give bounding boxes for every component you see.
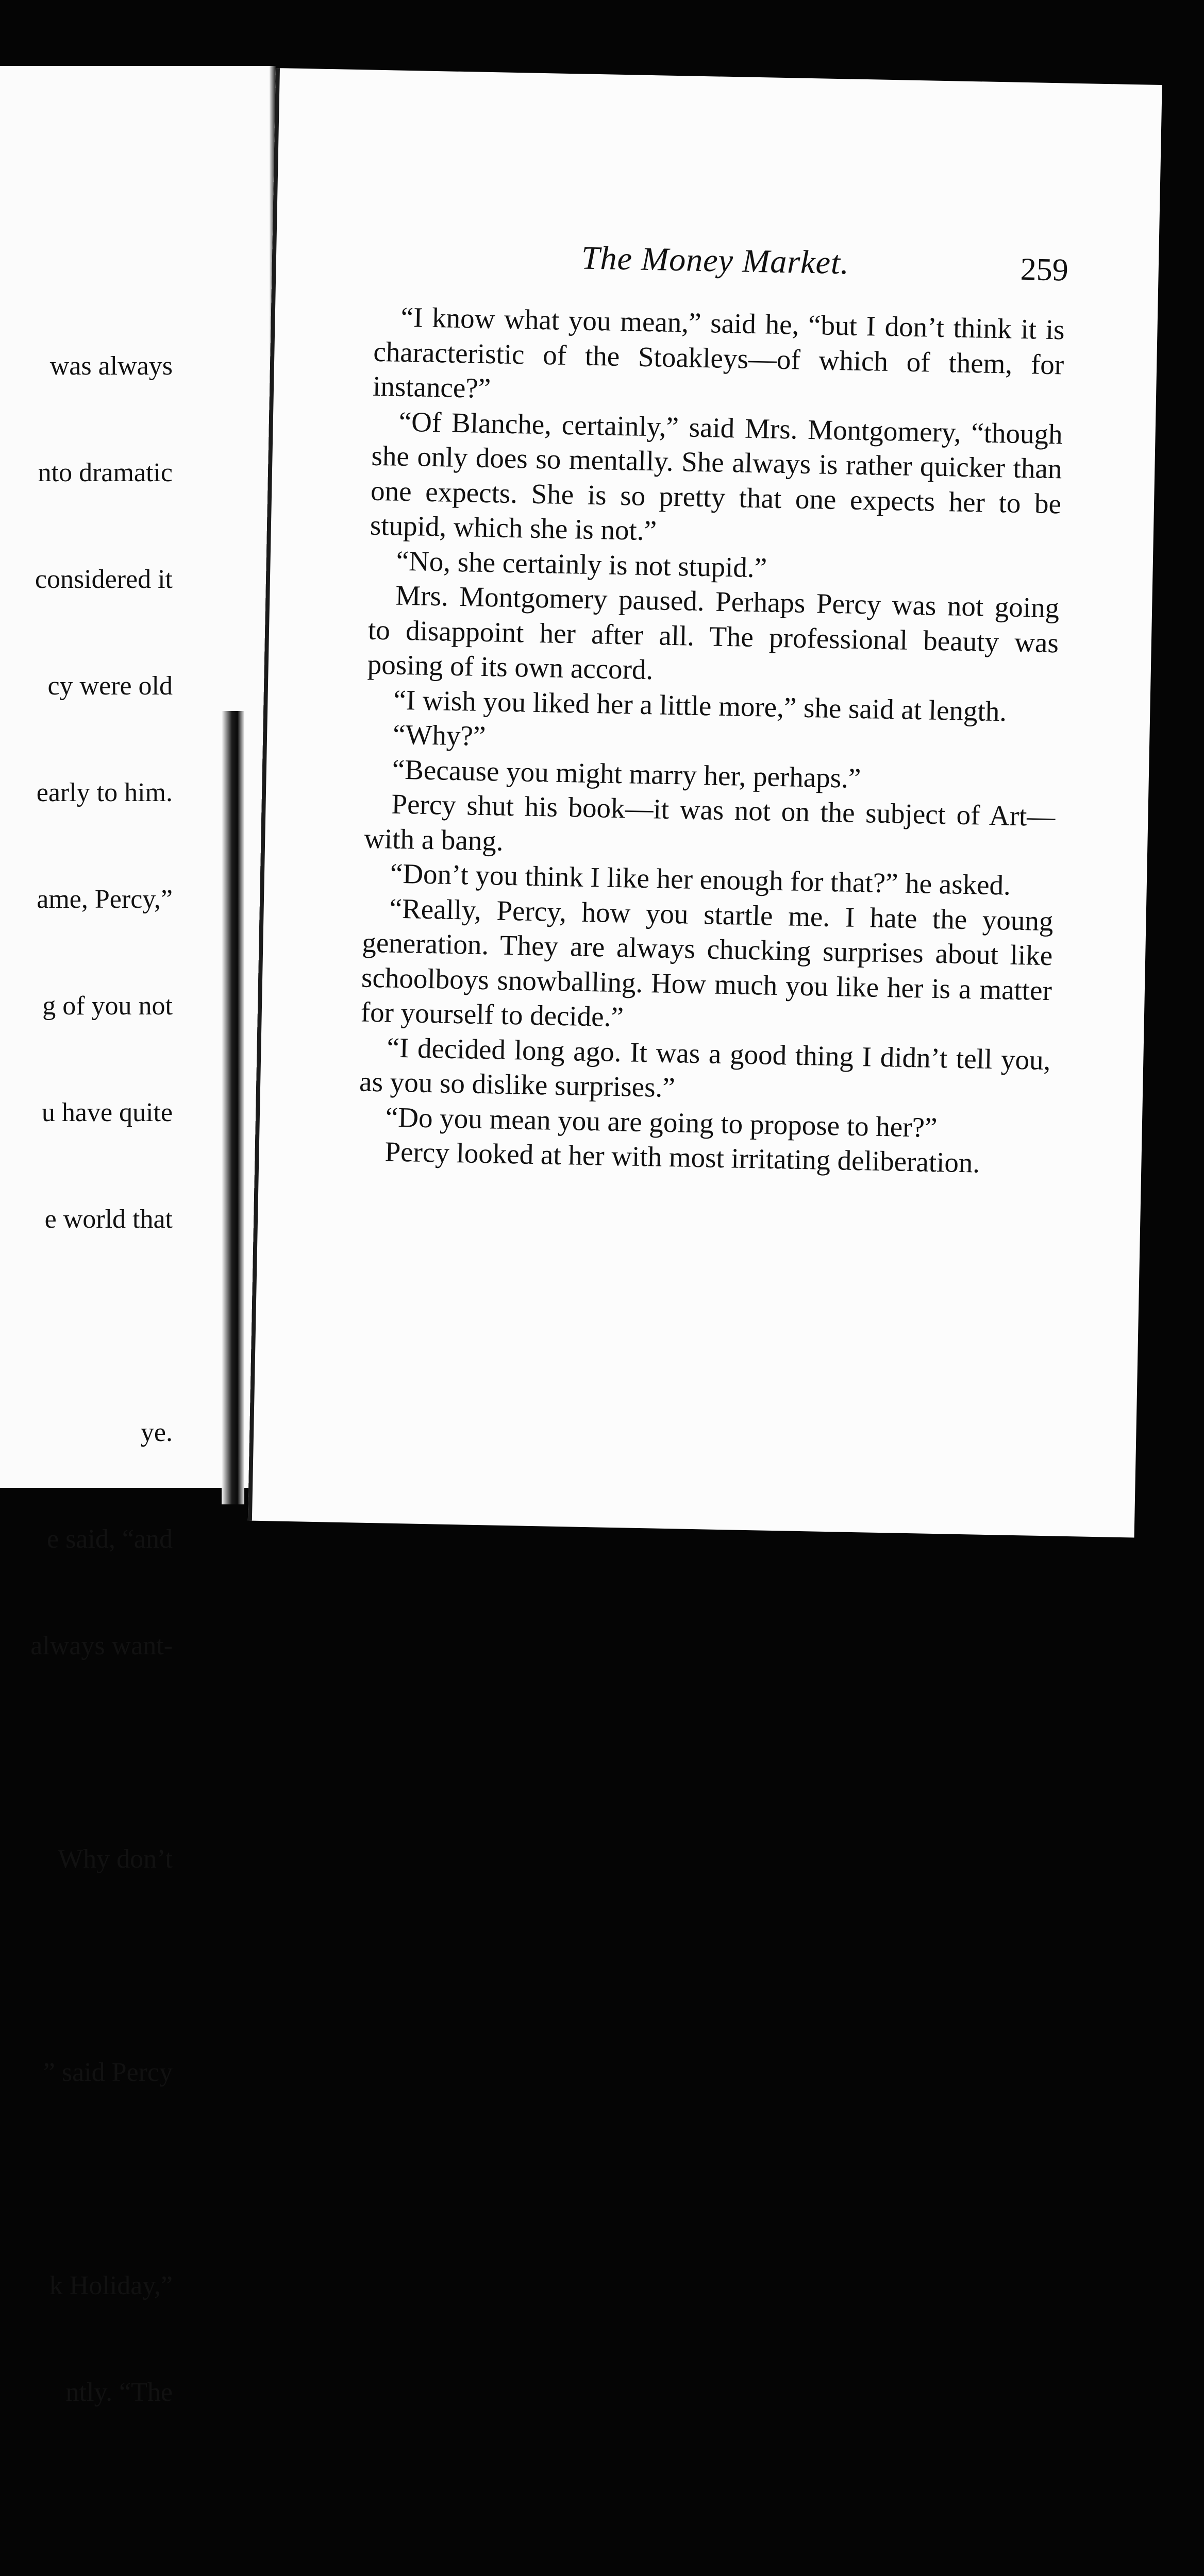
paragraph: Percy looked at her with most irritating deliberation. — [384, 1136, 980, 1179]
left-line: nto dramatic — [38, 458, 173, 487]
paragraph: “I wish you liked her a little more,” she said at length. — [393, 684, 1007, 727]
right-page — [248, 68, 1162, 1538]
left-line: g of you not — [42, 991, 173, 1021]
left-line — [30, 1308, 173, 1344]
left-line: always want- — [30, 1631, 173, 1660]
paragraph: “Why?” — [392, 718, 486, 752]
paragraph: “Really, Percy, how you startle me. I hate the young generation. They are always chucking surprises about like schoolboys snowballing. How much you like her is a matter for yourself to decide.” — [360, 892, 1054, 1033]
paragraph: “Don’t you think I like her enough for that?” he asked. — [390, 857, 1011, 901]
left-line: ntly. “The — [65, 2378, 173, 2407]
running-head: The Money Market. — [581, 239, 850, 281]
paragraph: “Because you might marry her, perhaps.” — [392, 753, 861, 794]
left-line: considered it — [35, 565, 173, 594]
paragraph: “No, she certainly is not stupid.” — [396, 545, 767, 583]
paragraph: “I know what you mean,” said he, “but I don’t think it is characteristic of the Stoakleys—of which of them, for instance?” — [372, 301, 1065, 404]
paragraph: “I decided long ago. It was a good thing I didn’t tell you, as you so dislike surprises.” — [359, 1031, 1051, 1104]
left-line — [30, 1735, 173, 1770]
left-line: ” said Percy — [43, 2058, 173, 2087]
left-line: e world that — [44, 1205, 173, 1234]
left-line: was always — [49, 351, 173, 381]
left-line — [30, 2481, 173, 2517]
left-line — [30, 1948, 173, 1984]
left-line: u have quite — [41, 1098, 173, 1127]
torn-spine — [222, 711, 244, 1504]
paragraph: Percy shut his book—it was not on the subject of Art—with a bang. — [363, 788, 1056, 857]
left-line: Why don’t — [58, 1844, 173, 1874]
page-number: 259 — [1020, 251, 1069, 288]
body-text — [358, 299, 1065, 1182]
left-line — [30, 2161, 173, 2197]
paragraph: “Of Blanche, certainly,” said Mrs. Montgomery, “though she only does so mentally. She always is rather quicker than one expects. She is so pretty that one expects her to be stupid, which she is not.” — [370, 405, 1063, 547]
left-page-text — [30, 277, 173, 2576]
left-line: ye. — [140, 1418, 173, 1447]
left-line: early to him. — [36, 778, 173, 807]
left-line: ame, Percy,” — [37, 885, 173, 914]
left-line: e said, “and — [46, 1524, 173, 1554]
left-line: cy were old — [47, 671, 173, 701]
left-line: k Holiday,” — [49, 2271, 173, 2300]
paragraph: “Do you mean you are going to propose to her?” — [385, 1100, 938, 1143]
paragraph: Mrs. Montgomery paused. Perhaps Percy was not going to disappoint her after all. The professional beauty was posing of its own accord. — [367, 579, 1060, 686]
